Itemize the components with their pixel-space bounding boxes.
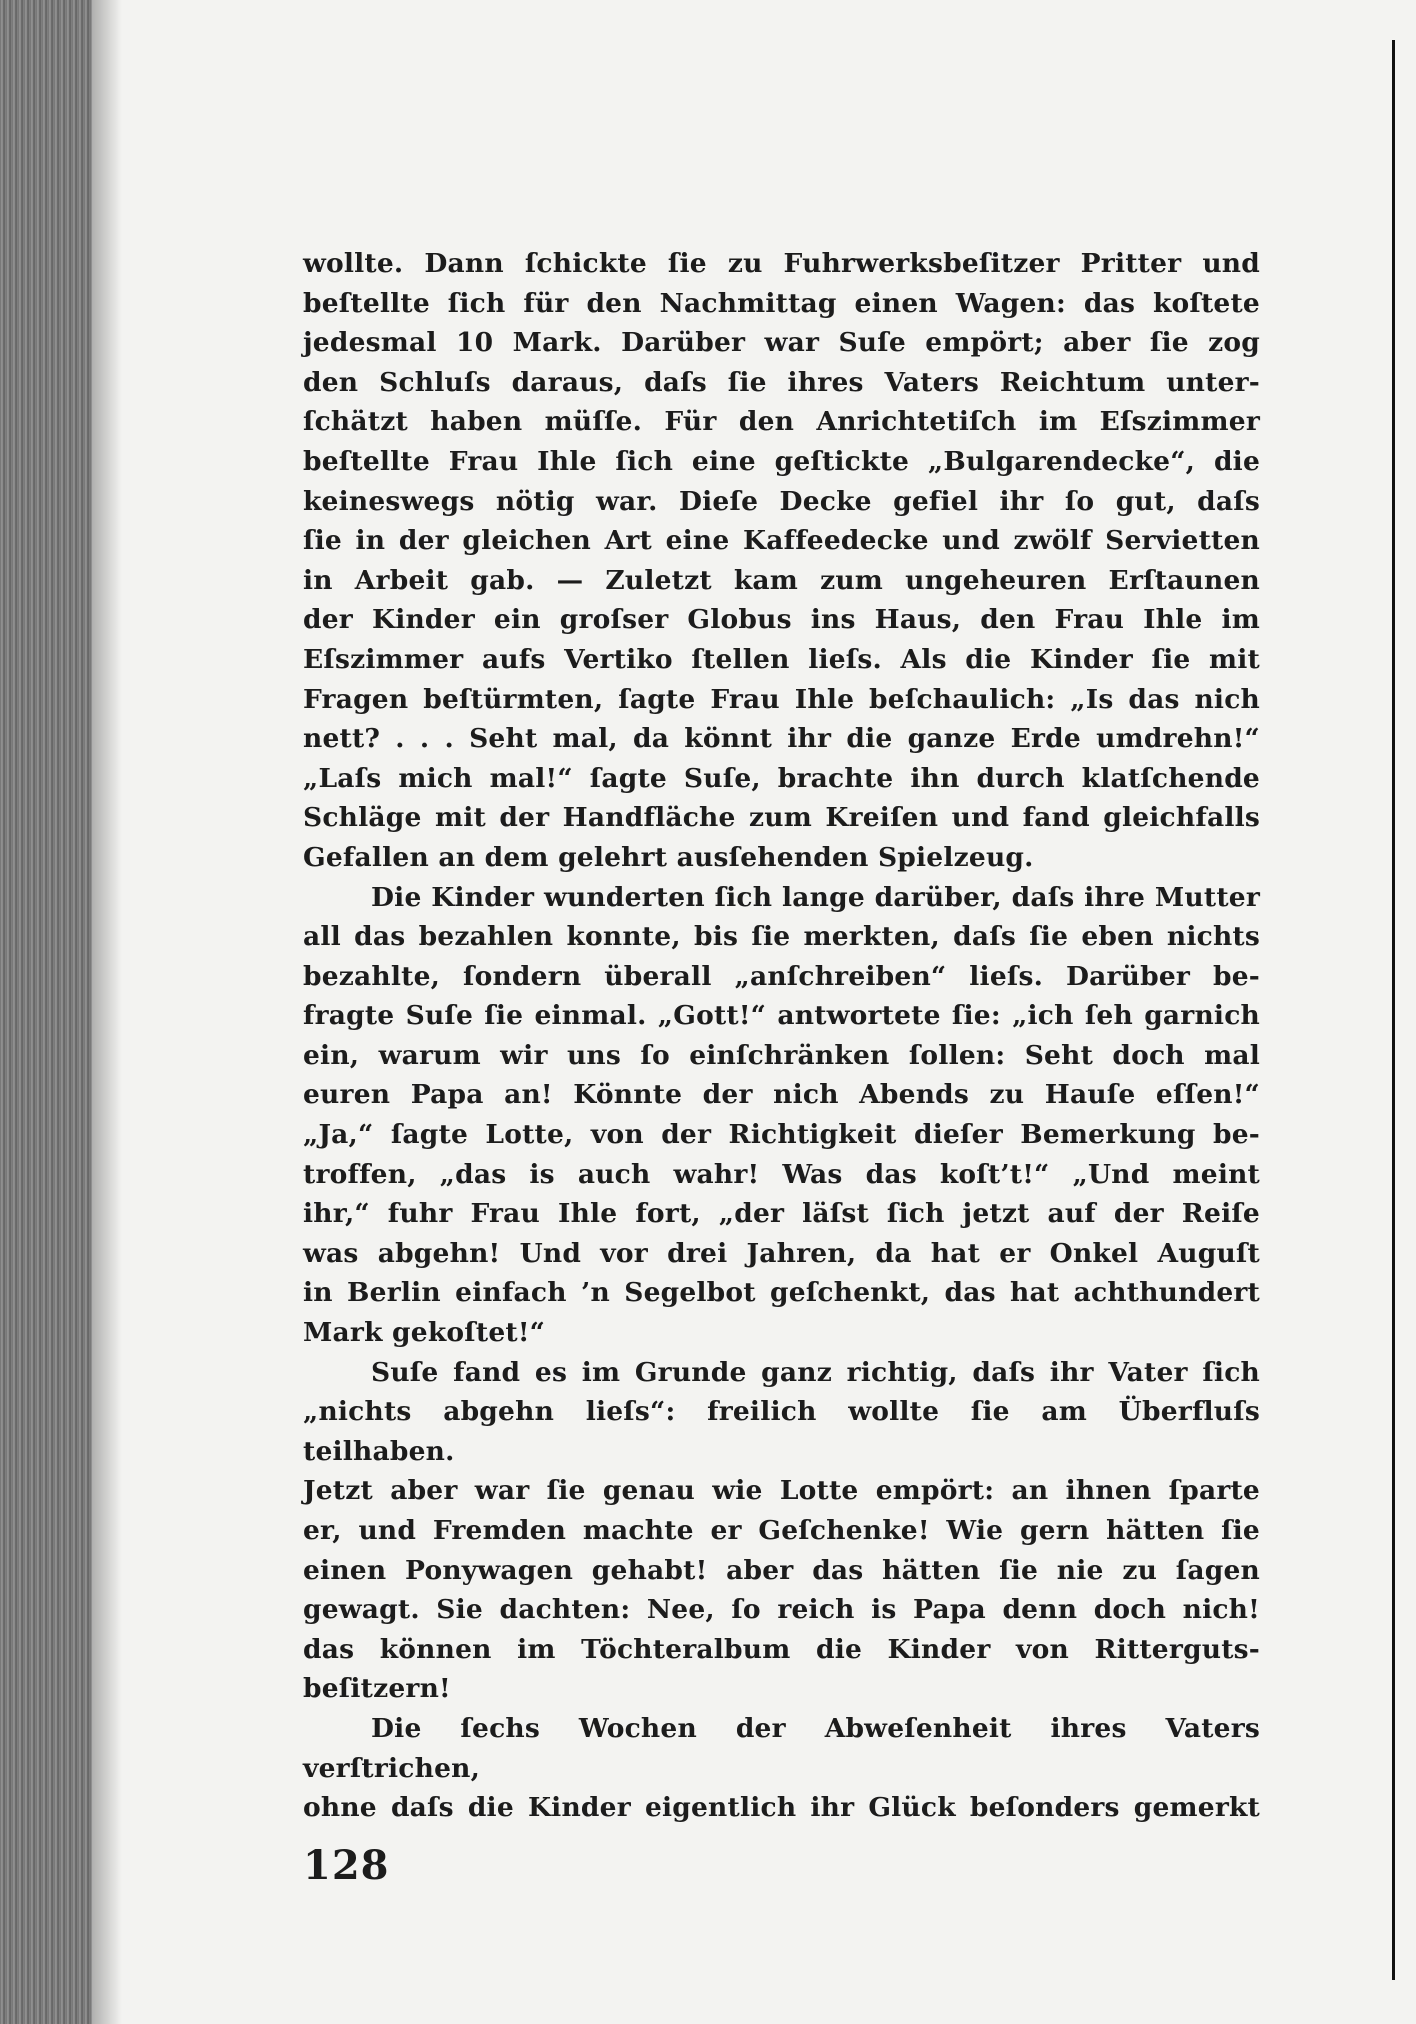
text-line: in Berlin einfach ’n Segelbot geſchenkt, das hat achthundert xyxy=(303,1277,1260,1309)
text-line: „Ja,“ ſagte Lotte, von der Richtigkeit dieſer Bemerkung be- xyxy=(303,1119,1260,1151)
text-line: all das bezahlen konnte, bis ſie merkten, daſs ſie eben nichts xyxy=(303,921,1260,953)
text-line: Suſe fand es im Grunde ganz richtig, daſs ihr Vater ſich xyxy=(371,1356,1260,1388)
text-line: in Arbeit gab. — Zuletzt kam zum ungeheuren Erſtaunen xyxy=(303,564,1260,596)
book-page-edges xyxy=(0,0,92,2024)
text-line: Eſszimmer aufs Vertiko ſtellen lieſs. Als die Kinder ſie mit xyxy=(303,643,1260,675)
text-line: Jetzt aber war ſie genau wie Lotte empört: an ihnen ſparte xyxy=(303,1475,1260,1507)
text-line: er, und Fremden machte er Geſchenke! Wie gern hätten ſie xyxy=(303,1515,1260,1546)
text-line: beſtellte Frau Ihle ſich eine geſtickte „Bulgarendecke“, die xyxy=(303,445,1260,477)
text-line: Schläge mit der Handfläche zum Kreiſen und fand gleichfalls xyxy=(303,802,1260,834)
text-line: bezahlte, ſondern überall „anſchreiben“ lieſs. Darüber be- xyxy=(303,960,1260,992)
text-line: beſitzern! xyxy=(303,1673,451,1705)
text-line: was abgehn! Und vor drei Jahren, da hat er Onkel Auguſt xyxy=(303,1237,1260,1269)
gutter-shadow xyxy=(92,0,122,2024)
text-line: troffen, „das is auch wahr! Was das koſt’t!“ „Und meint xyxy=(303,1158,1260,1190)
text-line: ſchätzt haben müſſe. Für den Anrichtetiſch im Eſszimmer xyxy=(303,406,1260,438)
text-line: ohne daſs die Kinder eigentlich ihr Glück beſonders gemerkt xyxy=(303,1792,1260,1824)
text-line: fragte Suſe ſie einmal. „Gott!“ antwortete ſie: „ich ſeh garnich xyxy=(303,1000,1260,1032)
text-line: Die ſechs Wochen der Abweſenheit ihres Vaters verſtrichen, xyxy=(303,1712,1260,1784)
text-line: keineswegs nötig war. Dieſe Decke gefiel ihr ſo gut, daſs xyxy=(303,485,1260,517)
text-line: Mark gekoſtet!“ xyxy=(303,1317,546,1349)
text-line: Fragen beſtürmten, ſagte Frau Ihle beſchaulich: „Is das nich xyxy=(303,683,1260,715)
text-line: nett? . . . Seht mal, da könnt ihr die ganze Erde umdrehn!“ xyxy=(303,723,1260,755)
right-page-edge xyxy=(1392,40,1416,1980)
text-line: ſie in der gleichen Art eine Kaffeedecke und zwölf Servietten xyxy=(303,525,1260,557)
text-line: Gefallen an dem gelehrt ausſehenden Spielzeug. xyxy=(303,841,1034,873)
text-line: das können im Töchteralbum die Kinder von Ritterguts- xyxy=(303,1633,1260,1665)
text-line: einen Ponywagen gehabt! aber das hätten ſie nie zu ſagen xyxy=(303,1554,1260,1586)
text-line: gewagt. Sie dachten: Nee, ſo reich is Papa denn doch nich! xyxy=(303,1594,1260,1626)
text-line: beſtellte ſich für den Nachmittag einen Wagen: das koſtete xyxy=(303,287,1260,319)
text-line: „nichts abgehn lieſs“: freilich wollte ſie am Überfluſs teilhaben. xyxy=(303,1396,1260,1467)
text-line: ihr,“ fuhr Frau Ihle fort, „der läſst ſich jetzt auf der Reiſe xyxy=(303,1198,1260,1230)
text-line: euren Papa an! Könnte der nich Abends zu Hauſe eſſen!“ xyxy=(303,1079,1260,1111)
text-line: jedesmal 10 Mark. Darüber war Suſe empört; aber ſie zog xyxy=(303,327,1260,359)
text-line: der Kinder ein groſser Globus ins Haus, den Frau Ihle im xyxy=(303,604,1260,636)
page-body-text xyxy=(303,244,1260,1828)
text-line: „Laſs mich mal!“ ſagte Suſe, brachte ihn durch klatſchende xyxy=(303,762,1260,794)
text-line: Die Kinder wunderten ſich lange darüber, daſs ihre Mutter xyxy=(371,881,1260,913)
text-line: ein, warum wir uns ſo einſchränken ſollen: Seht doch mal xyxy=(303,1039,1260,1071)
text-line: wollte. Dann ſchickte ſie zu Fuhrwerksbeſitzer Pritter und xyxy=(303,248,1260,279)
page-number: 128 xyxy=(303,1842,390,1889)
text-line: den Schluſs daraus, daſs ſie ihres Vaters Reichtum unter- xyxy=(303,366,1260,398)
